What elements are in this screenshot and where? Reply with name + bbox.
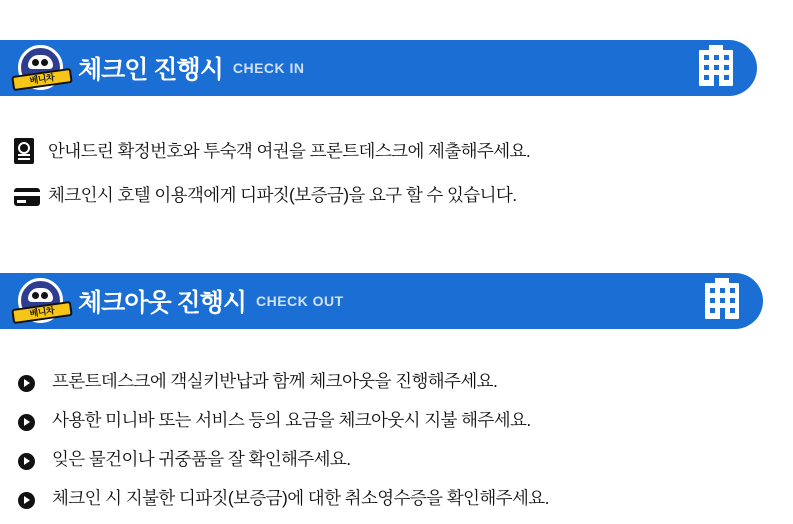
credit-card-icon <box>14 182 48 208</box>
list-item <box>0 182 793 208</box>
list-item-label: 프론트데스크에 객실키반납과 함께 체크아웃을 진행해주세요. <box>52 371 498 391</box>
building-window <box>704 55 709 60</box>
building-door <box>720 308 725 319</box>
list-item-label: 체크인 시 지불한 디파짓(보증금)에 대한 취소영수증을 확인해주세요. <box>52 488 549 508</box>
mascot-ribbon-label: 베니차 <box>11 68 73 91</box>
arrow-bullet-icon <box>18 446 52 472</box>
arrow-bullet-icon <box>18 407 52 433</box>
list-item <box>0 446 793 472</box>
mascot-logo-icon <box>14 44 70 92</box>
building-window <box>724 65 729 70</box>
mascot-ribbon-label: 베니차 <box>11 301 73 324</box>
list-item <box>0 485 793 511</box>
building-roof <box>709 45 723 50</box>
list-item-label: 안내드린 확정번호와 투숙객 여권을 프론트데스크에 제출해주세요. <box>48 141 531 161</box>
building-window <box>720 288 725 293</box>
check-in-item-list <box>0 138 793 226</box>
building-window <box>724 55 729 60</box>
building-icon <box>699 50 733 86</box>
section-banner-check-out <box>0 273 763 329</box>
building-window <box>710 288 715 293</box>
building-window <box>724 75 729 80</box>
arrow-bullet-icon <box>18 368 52 394</box>
mascot-logo-icon <box>14 277 70 325</box>
passport-icon <box>14 138 48 164</box>
building-window <box>710 308 715 313</box>
section-title-check-out: 체크아웃 진행시 <box>78 289 246 317</box>
building-window <box>730 308 735 313</box>
building-window <box>714 55 719 60</box>
building-window <box>704 75 709 80</box>
section-subtitle-check-out: CHECK OUT <box>256 293 344 309</box>
list-item <box>0 368 793 394</box>
building-door <box>714 75 719 86</box>
section-title-check-in: 체크인 진행시 <box>78 56 223 84</box>
building-window <box>720 298 725 303</box>
building-window <box>714 65 719 70</box>
arrow-bullet-icon <box>18 485 52 511</box>
list-item <box>0 138 793 164</box>
building-window <box>704 65 709 70</box>
section-subtitle-check-in: CHECK IN <box>232 60 305 76</box>
list-item-label: 사용한 미니바 또는 서비스 등의 요금을 체크아웃시 지불 해주세요. <box>52 410 531 430</box>
building-icon <box>705 283 739 319</box>
list-item-label: 체크인시 호텔 이용객에게 디파짓(보증금)을 요구 할 수 있습니다. <box>48 185 517 205</box>
building-roof <box>715 278 729 283</box>
building-window <box>730 288 735 293</box>
section-banner-check-in <box>0 40 757 96</box>
list-item-label: 잊은 물건이나 귀중품을 잘 확인해주세요. <box>52 449 351 469</box>
building-window <box>710 298 715 303</box>
list-item <box>0 407 793 433</box>
check-out-item-list <box>0 368 793 524</box>
building-window <box>730 298 735 303</box>
